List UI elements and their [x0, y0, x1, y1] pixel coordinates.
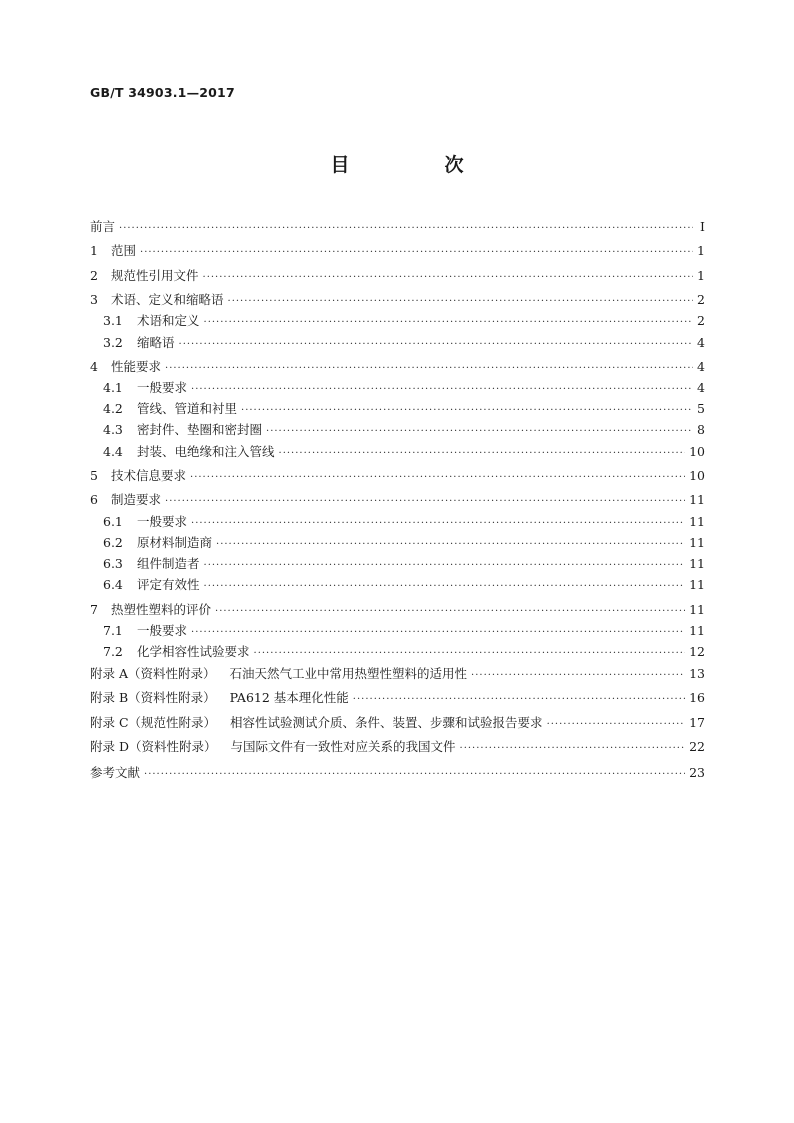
- toc-entry-label: 制造要求: [111, 492, 162, 508]
- toc-entry-page: 2: [697, 313, 705, 329]
- toc-entry-number: 4.2: [103, 401, 123, 417]
- toc-entry-label: 参考文献: [90, 765, 141, 781]
- toc-entry-number: 4: [90, 358, 98, 374]
- toc-entry-page: 2: [697, 292, 705, 308]
- toc-leader-dots: [165, 358, 693, 379]
- toc-entry[interactable]: [90, 762, 705, 783]
- toc-entry-number: 6.2: [103, 534, 123, 550]
- toc-entry-page: 11: [689, 534, 705, 550]
- toc-entry-number: 5: [90, 468, 98, 483]
- toc-entry-number: 4.4: [103, 443, 123, 459]
- toc-entry-label: 管线、管道和衬里: [137, 401, 238, 417]
- toc-entry-label: 评定有效性: [137, 577, 200, 593]
- toc-entry-page: 11: [689, 555, 705, 571]
- toc-leader-dots: [204, 555, 686, 576]
- toc-leader-dots: [190, 467, 685, 488]
- toc-entry-page: 8: [697, 422, 705, 438]
- toc-entry-label: 规范性引用文件: [111, 267, 199, 283]
- toc-entry-label: 术语和定义: [137, 313, 200, 329]
- toc-entry[interactable]: [90, 574, 705, 595]
- toc-entry-page: 11: [689, 601, 705, 617]
- toc-leader-dots: [215, 601, 685, 622]
- toc-entry[interactable]: [90, 711, 705, 735]
- toc-entry-label: 石油天然气工业中常用热塑性塑料的适用性: [229, 666, 468, 682]
- toc-entry-number: 7.1: [103, 622, 123, 638]
- toc-entry[interactable]: [90, 620, 705, 641]
- toc-leader-dots: [191, 622, 685, 643]
- toc-entry-number: 4.3: [103, 422, 123, 438]
- toc-entry-number: 3.1: [103, 313, 123, 329]
- toc-entry-page: 10: [689, 468, 705, 483]
- toc-entry-label: 性能要求: [111, 358, 162, 374]
- toc-leader-dots: [279, 443, 686, 464]
- toc-entry-number: 4.1: [103, 380, 123, 396]
- toc-entry-label: 组件制造者: [137, 555, 200, 571]
- toc-leader-dots: [353, 688, 685, 712]
- toc-entry-number: 附录 D（资料性附录）: [90, 738, 217, 754]
- toc-entry-number: 6.3: [103, 555, 123, 571]
- toc-entry-number: 附录 A（资料性附录）: [90, 666, 216, 682]
- toc-entry-page: 11: [689, 492, 705, 508]
- toc-leader-dots: [471, 664, 685, 688]
- toc-entry-page: 11: [689, 513, 705, 529]
- toc-leader-dots: [204, 312, 693, 333]
- toc-entry-label: 范围: [111, 243, 137, 259]
- toc-entry[interactable]: [90, 332, 705, 353]
- toc-entry-number: 7: [90, 601, 98, 617]
- toc-leader-dots: [254, 643, 686, 664]
- toc-entry[interactable]: [90, 289, 705, 310]
- toc-leader-dots: [547, 713, 686, 737]
- toc-leader-dots: [144, 764, 685, 785]
- toc-entry[interactable]: [90, 419, 705, 440]
- toc-leader-dots: [203, 267, 693, 288]
- toc-entry-label: 封装、电绝缘和注入管线: [137, 443, 275, 459]
- toc-entry-number: 附录 B（资料性附录）: [90, 690, 216, 706]
- toc-entry-label: 缩略语: [137, 334, 175, 350]
- toc-entry-label: 化学相容性试验要求: [137, 643, 250, 659]
- toc-leader-dots: [241, 400, 693, 421]
- toc-leader-dots: [216, 534, 685, 555]
- toc-entry-number: 3.2: [103, 334, 123, 350]
- toc-entry[interactable]: [90, 641, 705, 662]
- toc-entry[interactable]: [90, 398, 705, 419]
- toc-entry-number: 6.1: [103, 513, 123, 529]
- toc-entry[interactable]: [90, 553, 705, 574]
- toc-entry[interactable]: [90, 686, 705, 710]
- toc-leader-dots: [228, 291, 693, 312]
- toc-entry-number: 1: [90, 243, 98, 259]
- toc-leader-dots: [191, 513, 685, 534]
- toc-entry-number: 3: [90, 292, 98, 308]
- toc-entry-page: 23: [689, 765, 705, 781]
- toc-entry-page: 22: [689, 738, 705, 754]
- toc-entry[interactable]: [90, 310, 705, 331]
- toc-leader-dots: [119, 218, 693, 239]
- toc-leader-dots: [165, 491, 685, 512]
- toc-leader-dots: [204, 576, 686, 597]
- toc-entry-number: 7.2: [103, 643, 123, 659]
- toc-entry-page: 4: [697, 334, 705, 350]
- toc-entry-label: 原材料制造商: [137, 534, 213, 550]
- toc-leader-dots: [460, 737, 686, 761]
- toc-entry-page: 1: [697, 243, 705, 259]
- toc-entry-label: PA612 基本理化性能: [229, 690, 349, 706]
- toc-entry-label: 技术信息要求: [111, 468, 187, 483]
- toc-entry-page: 16: [689, 690, 705, 706]
- toc-entry[interactable]: [90, 489, 705, 510]
- toc-entry[interactable]: [90, 662, 705, 686]
- toc-entry-label: 前言: [90, 219, 116, 234]
- toc-entry[interactable]: [90, 265, 705, 286]
- toc-leader-dots: [191, 379, 693, 400]
- table-of-contents: [90, 216, 705, 784]
- toc-entry-label: 密封件、垫圈和密封圈: [137, 422, 263, 438]
- toc-entry-page: 17: [689, 714, 705, 730]
- toc-entry-page: 11: [689, 622, 705, 638]
- toc-entry-page: 4: [697, 380, 705, 396]
- toc-entry-label: 相容性试验测试介质、条件、装置、步骤和试验报告要求: [230, 714, 543, 730]
- toc-entry-label: 一般要求: [137, 380, 188, 396]
- toc-entry[interactable]: [90, 356, 705, 377]
- toc-entry-number: 附录 C（规范性附录）: [90, 714, 217, 730]
- toc-entry-page: 4: [697, 358, 705, 374]
- document-id: GB/T 34903.1—2017: [90, 85, 235, 100]
- toc-entry[interactable]: [90, 532, 705, 553]
- toc-entry-label: 一般要求: [137, 513, 188, 529]
- toc-entry[interactable]: [90, 735, 705, 759]
- toc-entry-label: 热塑性塑料的评价: [111, 601, 212, 617]
- toc-entry[interactable]: [90, 240, 705, 261]
- toc-entry-label: 术语、定义和缩略语: [111, 292, 224, 308]
- toc-entry[interactable]: [90, 377, 705, 398]
- toc-entry-page: 5: [697, 401, 705, 417]
- toc-entry-label: 一般要求: [137, 622, 188, 638]
- page-title: 目 次: [330, 154, 502, 176]
- toc-entry-page: 13: [689, 666, 705, 682]
- toc-entry-number: 6: [90, 492, 98, 508]
- toc-entry[interactable]: [90, 441, 705, 462]
- toc-entry-label: 与国际文件有一致性对应关系的我国文件: [230, 738, 456, 754]
- toc-entry[interactable]: [90, 599, 705, 620]
- toc-entry[interactable]: [90, 216, 705, 237]
- toc-entry[interactable]: [90, 465, 705, 486]
- toc-entry[interactable]: [90, 511, 705, 532]
- toc-entry-page: 10: [689, 443, 705, 459]
- toc-entry-page: 12: [689, 643, 705, 659]
- toc-leader-dots: [266, 421, 693, 442]
- toc-entry-number: 6.4: [103, 577, 123, 593]
- toc-entry-number: 2: [90, 267, 98, 283]
- toc-leader-dots: [140, 242, 693, 263]
- toc-leader-dots: [179, 334, 693, 355]
- toc-entry-page: Ⅰ: [700, 219, 705, 234]
- toc-entry-page: 1: [697, 267, 705, 283]
- toc-entry-page: 11: [689, 577, 705, 593]
